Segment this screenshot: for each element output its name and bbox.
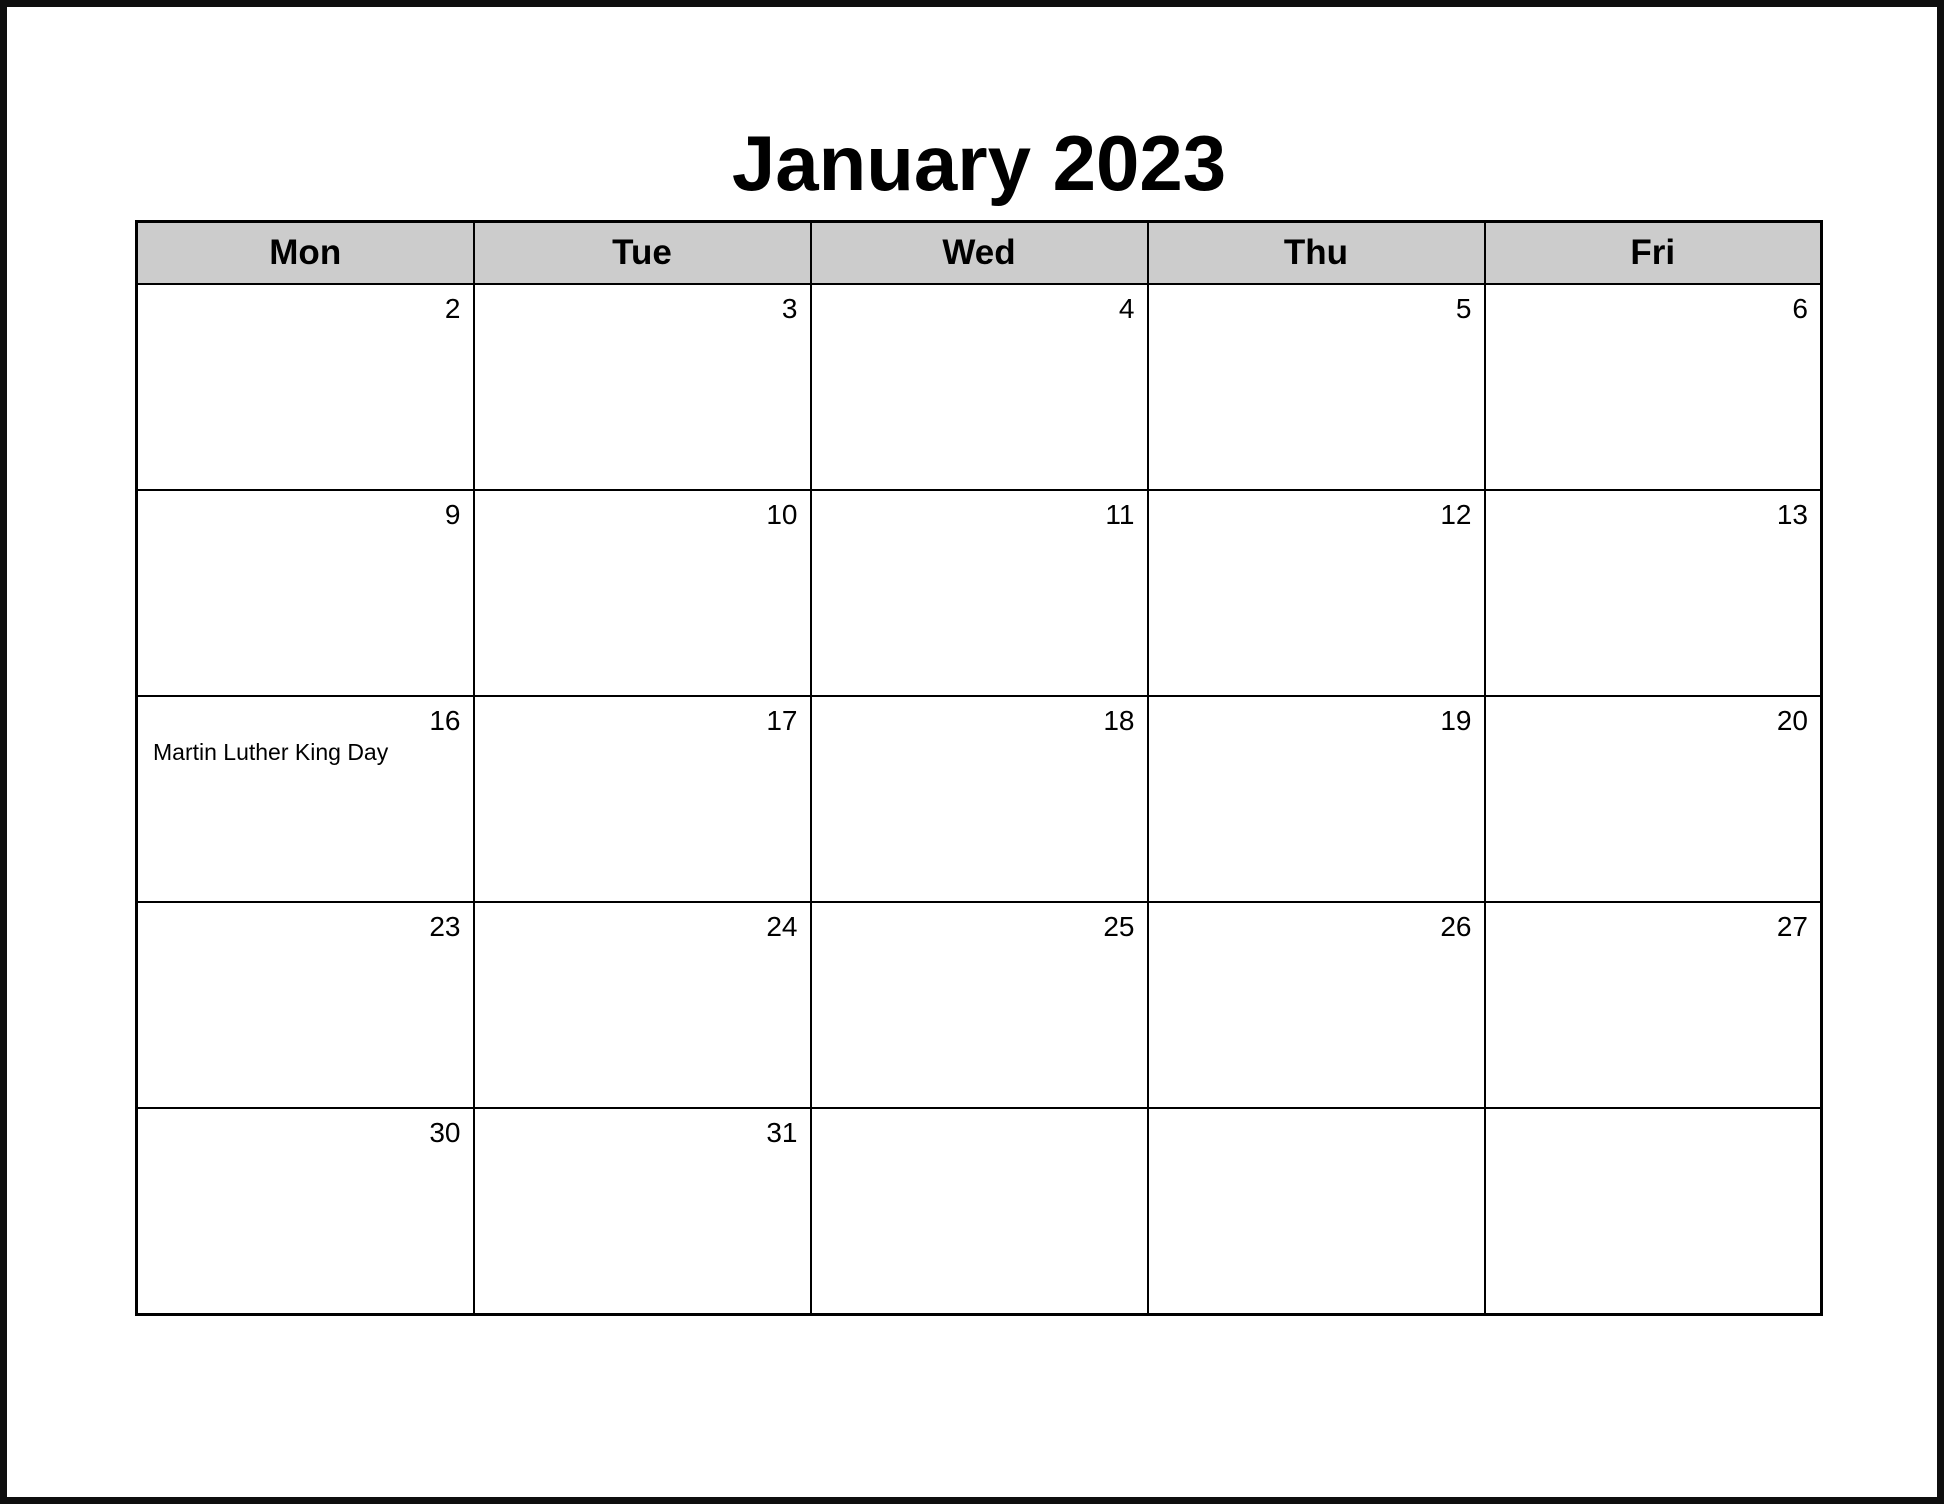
day-number: 24 — [766, 911, 798, 942]
day-number: 12 — [1440, 499, 1472, 530]
day-cell-26 — [1148, 902, 1485, 1108]
day-number: 11 — [1105, 499, 1135, 530]
day-number: 20 — [1776, 705, 1808, 736]
day-cell-5 — [1148, 284, 1485, 490]
day-cell-empty — [1485, 1108, 1822, 1315]
day-cell-10 — [474, 490, 811, 696]
weekday-header-thu: Thu — [1148, 222, 1485, 285]
day-cell-18 — [811, 696, 1148, 902]
day-number: 9 — [444, 499, 461, 530]
day-cell-empty — [1148, 1108, 1485, 1315]
day-cell-24 — [474, 902, 811, 1108]
day-number: 16 — [429, 705, 461, 736]
weekday-header-tue: Tue — [474, 222, 811, 285]
week-row-3 — [137, 696, 1822, 902]
day-number — [1149, 1109, 1484, 1149]
day-number: 23 — [429, 911, 461, 942]
day-number: 18 — [1103, 705, 1135, 736]
day-cell-17 — [474, 696, 811, 902]
day-cell-23 — [137, 902, 474, 1108]
day-cell-3 — [474, 284, 811, 490]
day-cell-25 — [811, 902, 1148, 1108]
day-number: 31 — [766, 1117, 798, 1148]
week-row-2 — [137, 490, 1822, 696]
weekday-header-wed: Wed — [811, 222, 1148, 285]
weekday-header-row — [137, 222, 1822, 285]
day-cell-11 — [811, 490, 1148, 696]
day-number: 3 — [781, 293, 798, 324]
day-number: 17 — [766, 705, 798, 736]
day-number: 10 — [766, 499, 798, 530]
day-number: 27 — [1776, 911, 1808, 942]
page-title: January 2023 — [731, 119, 1227, 207]
day-number: 2 — [444, 293, 461, 324]
day-cell-empty — [811, 1108, 1148, 1315]
calendar-header — [137, 222, 1822, 285]
week-row-5 — [137, 1108, 1822, 1315]
day-number: 19 — [1440, 705, 1472, 736]
day-cell-12 — [1148, 490, 1485, 696]
calendar-table — [135, 220, 1823, 1316]
calendar-body — [137, 284, 1822, 1315]
day-number: 25 — [1103, 911, 1135, 942]
day-number: 5 — [1455, 293, 1472, 324]
weekday-header-mon: Mon — [137, 222, 474, 285]
week-row-4 — [137, 902, 1822, 1108]
day-cell-16 — [137, 696, 474, 902]
day-cell-19 — [1148, 696, 1485, 902]
week-row-1 — [137, 284, 1822, 490]
day-cell-2 — [137, 284, 474, 490]
day-cell-6 — [1485, 284, 1822, 490]
day-number: 30 — [429, 1117, 461, 1148]
day-cell-4 — [811, 284, 1148, 490]
day-number: 13 — [1776, 499, 1808, 530]
day-number: 6 — [1792, 293, 1808, 324]
day-cell-9 — [137, 490, 474, 696]
day-number: 4 — [1118, 293, 1135, 324]
day-cell-27 — [1485, 902, 1822, 1108]
day-cell-13 — [1485, 490, 1822, 696]
day-cell-30 — [137, 1108, 474, 1315]
day-number — [1486, 1109, 1821, 1149]
weekday-header-fri: Fri — [1485, 222, 1822, 285]
holiday-label: Martin Luther King Day — [153, 739, 389, 766]
day-number: 26 — [1440, 911, 1472, 942]
day-cell-20 — [1485, 696, 1822, 902]
day-cell-31 — [474, 1108, 811, 1315]
day-number — [812, 1109, 1147, 1149]
